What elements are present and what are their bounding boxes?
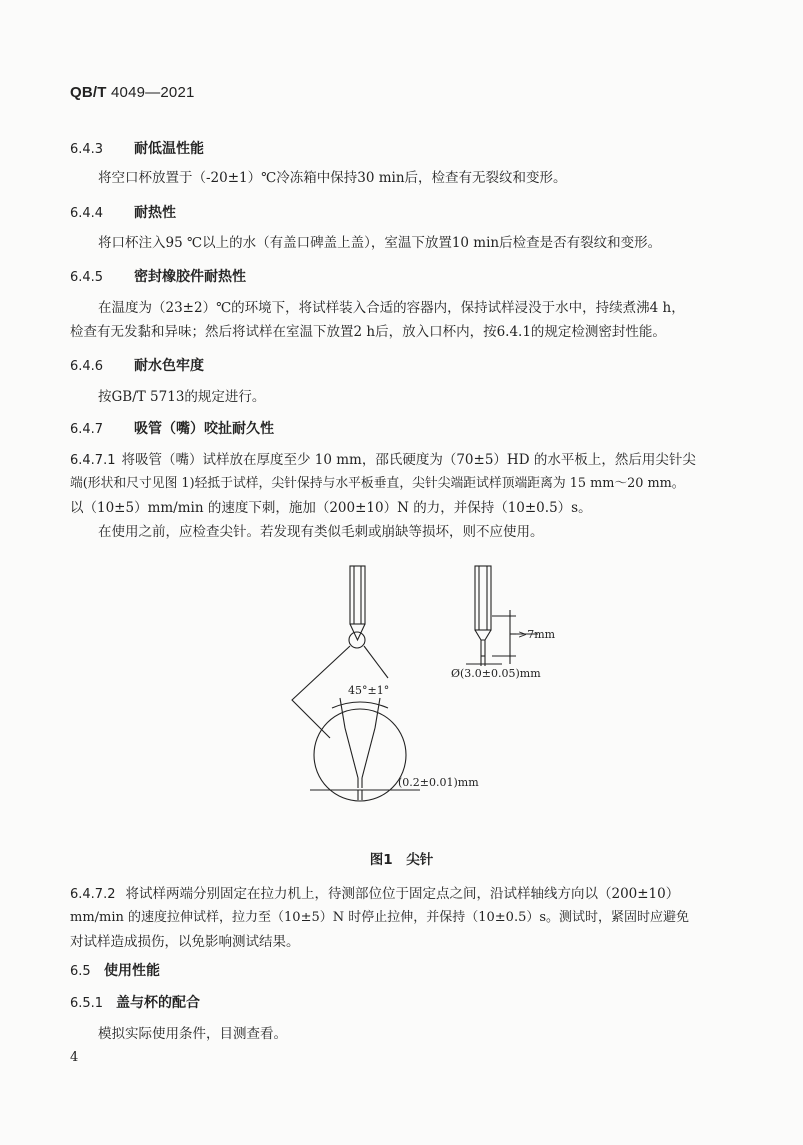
standard-code: QB/T xyxy=(70,84,107,101)
section-title: 耐热性 xyxy=(134,205,176,221)
section-6-4-5-heading xyxy=(70,266,246,286)
section-6-4-4-body: 将口杯注入95 ℃以上的水（有盖口碑盖上盖），室温下放置10 min后检查是否有裂纹和变形。 xyxy=(98,235,662,251)
section-number: 6.4.5 xyxy=(70,270,104,285)
section-6-4-7-2-line2: mm/min 的速度拉伸试样，拉力至（10±5）N 时停止拉伸，并保持（10±0.5）s。测试时，紧固时应避免 xyxy=(70,910,690,925)
section-title: 耐低温性能 xyxy=(134,141,204,157)
section-number: 6.5 xyxy=(70,964,91,979)
paragraph-text: 将吸管（嘴）试样放在厚度至少 10 mm，邵氏硬度为（70±5）HD 的水平板上，然后用尖针尖 xyxy=(121,452,696,468)
section-number: 6.4.6 xyxy=(70,359,104,374)
section-title: 耐水色牢度 xyxy=(134,358,204,374)
section-title: 盖与杯的配合 xyxy=(116,995,200,1011)
section-6-4-7-1-line3: 以（10±5）mm/min 的速度下刺，施加（200±10）N 的力，并保持（10±0.5）s。 xyxy=(70,500,592,516)
section-6-4-3-body: 将空口杯放置于（-20±1）℃冷冻箱中保持30 min后，检查有无裂纹和变形。 xyxy=(98,170,567,186)
section-6-4-7-1-line1 xyxy=(70,448,696,468)
document-code xyxy=(70,84,195,101)
section-6-5-1-body: 模拟实际使用条件，目测查看。 xyxy=(98,1026,287,1042)
section-6-4-7-1-line4: 在使用之前，应检查尖针。若发现有类似毛刺或崩缺等损坏，则不应使用。 xyxy=(98,524,544,540)
section-6-4-5-line2: 检查有无发黏和异味；然后将试样在室温下放置2 h后，放入口杯内，按6.4.1的规定检测密封性能。 xyxy=(70,324,666,340)
section-title: 使用性能 xyxy=(104,963,160,979)
section-6-4-7-heading xyxy=(70,418,274,438)
section-title: 密封橡胶件耐热性 xyxy=(134,269,246,285)
page-number: 4 xyxy=(70,1050,79,1065)
figure-needle-diagram xyxy=(270,560,570,840)
figure-caption: 图1 尖针 xyxy=(369,852,434,868)
section-number: 6.4.7.2 xyxy=(70,887,116,902)
needle-front-view xyxy=(349,566,365,648)
section-6-4-3-heading xyxy=(70,138,204,158)
section-number: 6.5.1 xyxy=(70,996,104,1011)
angle-label: 45°±1° xyxy=(348,684,390,697)
needle-side-view xyxy=(466,566,538,666)
diameter-label: Ø(3.0±0.05)mm xyxy=(451,667,541,680)
section-number: 6.4.7 xyxy=(70,422,104,437)
tip-width-label: (0.2±0.01)mm xyxy=(398,776,479,789)
section-6-4-5-line1: 在温度为（23±2）℃的环境下，将试样装入合适的容器内，保持试样浸没于水中，持续煮沸4 h， xyxy=(98,300,685,316)
section-number: 6.4.4 xyxy=(70,206,104,221)
section-number: 6.4.3 xyxy=(70,142,104,157)
section-number: 6.4.7.1 xyxy=(70,453,116,468)
section-6-5-heading xyxy=(70,960,160,980)
section-title: 吸管（嘴）咬扯耐久性 xyxy=(134,421,274,437)
section-6-4-6-body: 按GB/T 5713的规定进行。 xyxy=(98,389,266,405)
section-6-4-6-heading xyxy=(70,355,204,375)
section-6-4-4-heading xyxy=(70,202,176,222)
section-6-4-7-2-line3: 对试样造成损伤，以免影响测试结果。 xyxy=(70,934,300,950)
section-6-4-7-2-line1 xyxy=(70,882,679,902)
standard-number: 4049—2021 xyxy=(111,84,195,101)
section-6-5-1-heading xyxy=(70,992,200,1012)
length-label: >7mm xyxy=(518,628,556,641)
section-6-4-7-1-line2: 端(形状和尺寸见图 1)轻抵于试样，尖针保持与水平板垂直，尖针尖端距试样顶端距离为 15 mm～20 mm。 xyxy=(70,476,685,491)
paragraph-text: 将试样两端分别固定在拉力机上，待测部位位于固定点之间，沿试样轴线方向以（200±10） xyxy=(125,886,680,902)
